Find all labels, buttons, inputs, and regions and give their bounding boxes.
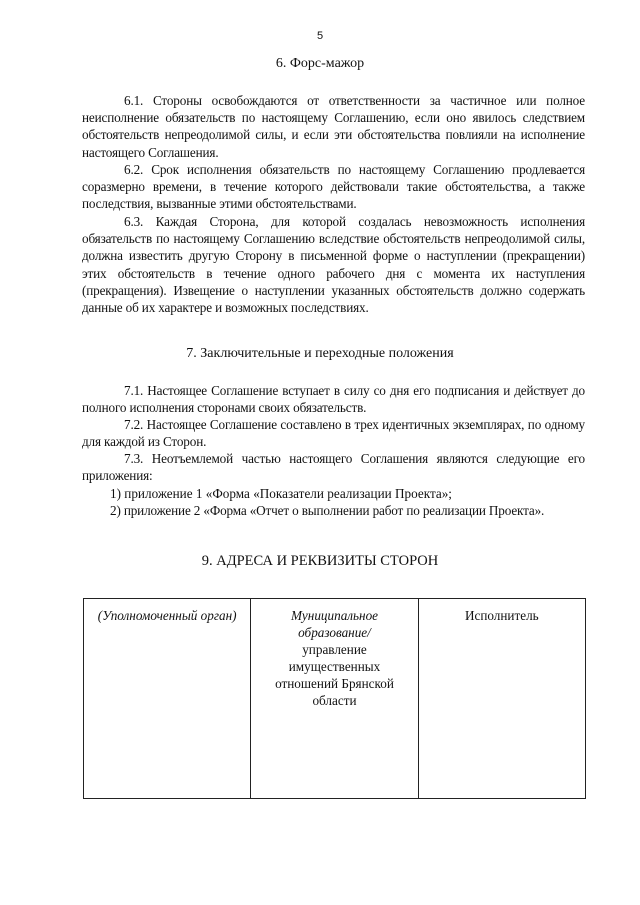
executor-label: Исполнитель	[464, 608, 539, 623]
section-6-title: 6. Форс-мажор	[275, 56, 365, 71]
table-cell-executor	[419, 599, 585, 798]
paragraph-6-2: 6.2. Срок исполнения обязательств по настоящему Соглашению продлевается соразмерно времени, в течение которого действовали такие обстоятельства, а также последствия, вызванные этими обстоятельствами.	[82, 162, 585, 212]
paragraph-7-3: 7.3. Неотъемлемой частью настоящего Соглашения являются следующие его приложения:	[82, 451, 585, 484]
paragraph-7-1: 7.1. Настоящее Соглашение вступает в силу со дня его подписания и действует до полного исполнения сторонами своих обязательств.	[82, 383, 585, 416]
table-cell-authorized-body	[84, 599, 251, 798]
parties-table	[83, 598, 586, 799]
paragraph-6-1: 6.1. Стороны освобождаются от ответственности за частичное или полное неисполнение обязательств по настоящему Соглашению, если оно явилось следствием обстоятельств непреодолимой силы, и если эти обстоятельства повлияли на исполнение настоящего Соглашения.	[82, 93, 585, 160]
municipality-department: управление имущественных отношений Брянской области	[275, 642, 394, 708]
page-number: 5	[316, 30, 324, 42]
section-9-title: 9. АДРЕСА И РЕКВИЗИТЫ СТОРОН	[201, 553, 439, 569]
paragraph-7-2: 7.2. Настоящее Соглашение составлено в трех идентичных экземплярах, по одному для каждой из Сторон.	[82, 417, 585, 450]
table-cell-municipality	[251, 599, 418, 798]
authorized-body-label: (Уполномоченный орган)	[97, 608, 237, 623]
appendix-item-2: 2) приложение 2 «Форма «Отчет о выполнении работ по реализации Проекта».	[110, 503, 545, 518]
section-7-title: 7. Заключительные и переходные положения	[186, 346, 454, 361]
municipality-label: Муниципальное образование/	[290, 608, 379, 640]
appendix-item-1: 1) приложение 1 «Форма «Показатели реализации Проекта»;	[110, 486, 452, 501]
paragraph-6-3: 6.3. Каждая Сторона, для которой создалась невозможность исполнения обязательств по настоящему Соглашению вследствие обстоятельств непреодолимой силы, должна известить другую Сторону в письменной форме о наступлении (прекращении) этих обстоятельств в течение одного рабочего дня с момента их наступления (прекращения). Извещение о наступлении указанных обстоятельств должно содержать данные об их характере и возможных последствиях.	[82, 214, 585, 316]
